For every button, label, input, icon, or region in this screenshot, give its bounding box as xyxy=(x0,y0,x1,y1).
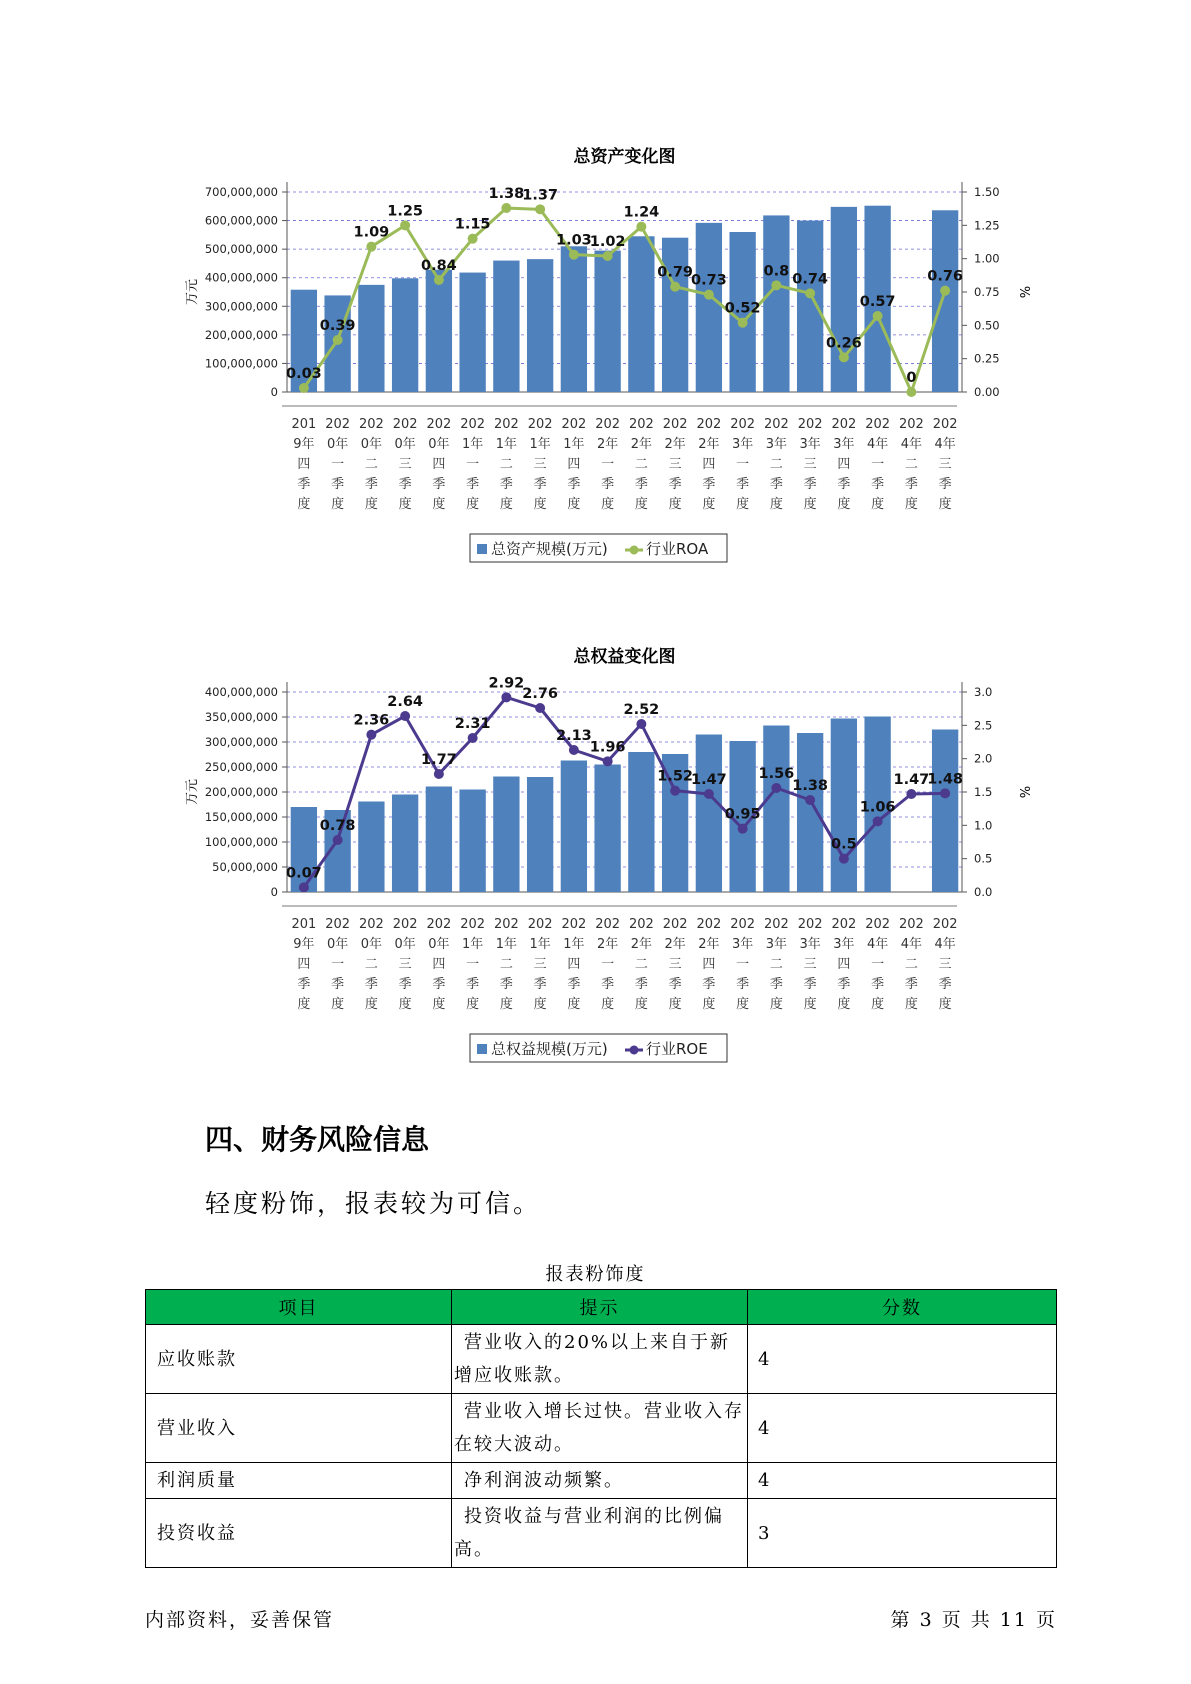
data-label: 0.84 xyxy=(420,258,457,274)
row-score: 4 xyxy=(748,1463,1057,1499)
row-score: 4 xyxy=(748,1325,1057,1394)
bar xyxy=(696,735,722,893)
x-tick-label: 202 0年四季度 xyxy=(426,417,452,512)
y-tick-label: 700,000,000 xyxy=(204,185,278,199)
x-tick-label: 202 1年二季度 xyxy=(493,917,519,1012)
y-tick-label: 350,000,000 xyxy=(204,710,278,724)
y-tick-label: 400,000,000 xyxy=(204,270,278,285)
line-point xyxy=(738,824,748,834)
y-tick-label: 0 xyxy=(270,385,278,399)
bar xyxy=(358,802,384,893)
x-tick-label: 202 0年二季度 xyxy=(358,417,384,512)
x-tick-label: 202 2年二季度 xyxy=(628,917,654,1012)
y-axis-title: 万元 xyxy=(185,278,200,306)
line-point xyxy=(603,251,613,261)
y2-tick-label: 0.25 xyxy=(974,351,1000,366)
data-label: 0.73 xyxy=(690,272,727,289)
data-label: 1.09 xyxy=(353,224,390,241)
table-row xyxy=(146,1463,1057,1499)
line-point xyxy=(839,352,849,362)
x-tick-label: 202 4年一季度 xyxy=(865,417,891,512)
bar xyxy=(561,761,587,893)
y-tick-label: 200,000,000 xyxy=(204,785,278,799)
x-tick-label: 202 4年三季度 xyxy=(932,417,958,512)
data-label: 1.25 xyxy=(387,203,424,220)
y-tick-label: 500,000,000 xyxy=(204,242,278,257)
y-tick-label: 0 xyxy=(270,885,278,899)
data-label: 0 xyxy=(906,370,917,386)
bar xyxy=(628,752,654,892)
data-label: 1.47 xyxy=(893,772,930,788)
bar xyxy=(527,777,553,892)
data-label: 2.36 xyxy=(353,712,390,729)
risk-table xyxy=(145,1289,1057,1568)
data-label: 1.77 xyxy=(420,752,457,768)
header-score: 分数 xyxy=(748,1290,1057,1325)
line-point xyxy=(771,280,781,290)
line-point xyxy=(400,220,410,230)
data-label: 1.56 xyxy=(758,766,795,782)
y2-tick-label: 1.5 xyxy=(974,785,993,799)
data-label: 1.37 xyxy=(522,187,559,204)
line-point xyxy=(299,882,309,892)
x-tick-label: 201 9年四季度 xyxy=(291,417,317,512)
data-label: 0.8 xyxy=(763,263,790,280)
y-axis-title: 万元 xyxy=(185,778,200,806)
risk-summary: 轻度粉饰，报表较为可信。 xyxy=(205,1189,542,1218)
bar xyxy=(459,273,485,392)
y-tick-label: 100,000,000 xyxy=(204,835,278,849)
data-label: 0.76 xyxy=(927,268,964,285)
line-point xyxy=(535,204,545,214)
line-point xyxy=(333,835,343,845)
row-item: 利润质量 xyxy=(146,1463,452,1499)
data-label: 0.39 xyxy=(319,318,356,334)
line-point xyxy=(434,275,444,285)
x-tick-label: 202 0年二季度 xyxy=(358,917,384,1012)
row-hint: 投资收益与营业利润的比例偏高。 xyxy=(452,1499,748,1568)
x-tick-label: 202 1年一季度 xyxy=(460,417,486,512)
data-label: 0.79 xyxy=(657,264,694,281)
total-assets-chart xyxy=(0,140,1191,600)
line-point xyxy=(940,286,950,296)
legend-line-marker xyxy=(630,1046,639,1055)
data-label: 0.26 xyxy=(825,335,862,352)
y2-tick-label: 0.50 xyxy=(974,318,1000,333)
row-item: 营业收入 xyxy=(146,1394,452,1463)
x-tick-label: 202 3年三季度 xyxy=(797,417,823,512)
footer-confidential: 内部资料，妥善保管 xyxy=(145,1609,335,1631)
data-label: 2.92 xyxy=(488,675,525,692)
line-point xyxy=(501,692,511,702)
x-tick-label: 202 1年四季度 xyxy=(561,417,587,512)
line-point xyxy=(940,788,950,798)
x-tick-label: 202 2年二季度 xyxy=(628,417,654,512)
data-label: 0.52 xyxy=(724,300,761,317)
line-point xyxy=(771,783,781,793)
header-hint: 提示 xyxy=(452,1290,748,1325)
row-hint: 营业收入的20%以上来自于新增应收账款。 xyxy=(452,1325,748,1394)
y2-tick-label: 1.25 xyxy=(974,218,1000,233)
bar xyxy=(392,278,418,392)
x-tick-label: 202 3年四季度 xyxy=(831,917,857,1012)
data-label: 2.76 xyxy=(522,686,559,702)
data-label: 1.06 xyxy=(859,799,896,816)
line-point xyxy=(468,733,478,743)
y2-tick-label: 0.00 xyxy=(974,385,1000,399)
x-tick-label: 202 4年一季度 xyxy=(865,917,891,1012)
line-point xyxy=(670,786,680,796)
bar xyxy=(932,730,958,893)
data-label: 1.48 xyxy=(927,771,964,788)
x-tick-label: 202 1年一季度 xyxy=(460,917,486,1012)
line-point xyxy=(805,288,815,298)
line-point xyxy=(366,242,376,252)
data-label: 2.31 xyxy=(454,716,491,732)
x-tick-label: 202 4年三季度 xyxy=(932,917,958,1012)
x-tick-label: 202 2年三季度 xyxy=(662,917,688,1012)
line-point xyxy=(839,854,849,864)
legend-line-marker xyxy=(630,546,639,555)
line-point xyxy=(873,816,883,826)
line-point xyxy=(569,745,579,755)
data-label: 1.38 xyxy=(792,778,829,794)
y2-tick-label: 0.75 xyxy=(974,285,1000,299)
data-label: 1.52 xyxy=(657,768,694,785)
bar xyxy=(628,236,654,392)
y-tick-label: 200,000,000 xyxy=(204,327,278,342)
chart-title: 总权益变化图 xyxy=(573,647,676,667)
legend-bar-swatch xyxy=(477,544,487,554)
chart-title: 总资产变化图 xyxy=(573,147,676,167)
y-tick-label: 300,000,000 xyxy=(204,299,278,314)
x-tick-label: 202 0年一季度 xyxy=(325,417,351,512)
line-point xyxy=(670,282,680,292)
data-label: 0.78 xyxy=(319,818,356,834)
row-hint: 营业收入增长过快。营业收入存在较大波动。 xyxy=(452,1394,748,1463)
data-label: 0.5 xyxy=(831,836,857,853)
legend-bar-swatch xyxy=(477,1044,487,1054)
line-point xyxy=(400,711,410,721)
x-tick-label: 202 2年一季度 xyxy=(595,417,621,512)
footer-page-number: 第 3 页 共 11 页 xyxy=(890,1609,1057,1631)
y2-axis-title: % xyxy=(1016,285,1031,299)
x-tick-label: 202 3年三季度 xyxy=(797,917,823,1012)
y-tick-label: 250,000,000 xyxy=(204,760,278,774)
data-label: 2.64 xyxy=(387,694,424,710)
x-tick-label: 202 0年一季度 xyxy=(325,917,351,1012)
bar xyxy=(459,790,485,893)
x-tick-label: 202 2年一季度 xyxy=(595,917,621,1012)
x-tick-label: 202 0年四季度 xyxy=(426,917,452,1012)
y-tick-label: 300,000,000 xyxy=(204,735,278,749)
row-item: 应收账款 xyxy=(146,1325,452,1394)
data-label: 1.96 xyxy=(589,739,626,756)
row-score: 4 xyxy=(748,1394,1057,1463)
bar xyxy=(932,210,958,392)
y-tick-label: 600,000,000 xyxy=(204,213,278,228)
line-point xyxy=(535,703,545,713)
legend-line-label: 行业ROA xyxy=(646,540,709,558)
table-row xyxy=(146,1499,1057,1568)
total-equity-chart-svg xyxy=(0,640,1191,1100)
bar xyxy=(594,251,620,392)
x-tick-label: 202 3年二季度 xyxy=(763,417,789,512)
line-point xyxy=(569,250,579,260)
y2-tick-label: 0.5 xyxy=(974,851,993,866)
bar xyxy=(426,270,452,392)
data-label: 1.38 xyxy=(488,186,525,202)
bar xyxy=(797,733,823,892)
bar xyxy=(797,221,823,392)
x-tick-label: 202 2年四季度 xyxy=(696,917,722,1012)
x-tick-label: 201 9年四季度 xyxy=(291,917,317,1012)
bar xyxy=(358,285,384,392)
y2-tick-label: 2.0 xyxy=(974,751,993,766)
line-point xyxy=(636,222,646,232)
x-tick-label: 202 3年四季度 xyxy=(831,417,857,512)
data-label: 0.74 xyxy=(792,271,829,288)
x-tick-label: 202 2年三季度 xyxy=(662,417,688,512)
x-tick-label: 202 1年三季度 xyxy=(527,417,553,512)
y2-tick-label: 0.0 xyxy=(974,885,993,899)
data-label: 1.47 xyxy=(690,772,727,788)
table-caption: 报表粉饰度 xyxy=(545,1264,646,1285)
y-tick-label: 150,000,000 xyxy=(204,810,278,824)
line-point xyxy=(333,335,343,345)
bar xyxy=(696,223,722,392)
x-tick-label: 202 3年一季度 xyxy=(730,917,756,1012)
bar xyxy=(662,238,688,392)
y2-tick-label: 1.50 xyxy=(974,185,1000,199)
x-tick-label: 202 4年二季度 xyxy=(898,917,924,1012)
table-row xyxy=(146,1394,1057,1463)
x-tick-label: 202 1年三季度 xyxy=(527,917,553,1012)
x-tick-label: 202 1年二季度 xyxy=(493,417,519,512)
data-label: 0.57 xyxy=(859,294,896,310)
table-row xyxy=(146,1325,1057,1394)
y2-tick-label: 1.00 xyxy=(974,251,1000,266)
line-point xyxy=(805,795,815,805)
bar xyxy=(763,726,789,893)
row-hint: 净利润波动频繁。 xyxy=(452,1463,748,1499)
line-point xyxy=(434,769,444,779)
bar xyxy=(561,246,587,392)
y-tick-label: 100,000,000 xyxy=(204,356,278,371)
bar xyxy=(493,261,519,392)
line-point xyxy=(366,730,376,740)
header-item: 项目 xyxy=(146,1290,452,1325)
line-point xyxy=(501,203,511,213)
legend-bar-label: 总权益规模(万元) xyxy=(491,1040,608,1058)
bar xyxy=(527,259,553,392)
bar xyxy=(426,787,452,893)
y-tick-label: 50,000,000 xyxy=(212,860,278,874)
bar xyxy=(831,207,857,392)
bar xyxy=(831,719,857,893)
data-label: 2.52 xyxy=(623,702,660,718)
y2-axis-title: % xyxy=(1016,785,1031,799)
data-label: 0.95 xyxy=(724,806,761,823)
x-tick-label: 202 0年三季度 xyxy=(392,417,418,512)
bar xyxy=(594,765,620,893)
line-point xyxy=(738,318,748,328)
line-point xyxy=(603,756,613,766)
data-label: 1.02 xyxy=(589,234,626,250)
bar xyxy=(392,795,418,893)
y-tick-label: 400,000,000 xyxy=(204,685,278,699)
line-point xyxy=(906,387,916,397)
legend-bar-label: 总资产规模(万元) xyxy=(491,540,608,558)
line-point xyxy=(468,234,478,244)
y2-tick-label: 3.0 xyxy=(974,685,993,699)
y2-tick-label: 2.5 xyxy=(974,718,993,733)
legend-line-label: 行业ROE xyxy=(646,1040,708,1058)
row-score: 3 xyxy=(748,1499,1057,1568)
data-label: 2.13 xyxy=(555,728,592,744)
x-tick-label: 202 4年二季度 xyxy=(898,417,924,512)
x-tick-label: 202 1年四季度 xyxy=(561,917,587,1012)
bar xyxy=(493,777,519,893)
data-label: 1.15 xyxy=(454,216,491,233)
x-tick-label: 202 3年二季度 xyxy=(763,917,789,1012)
x-tick-label: 202 0年三季度 xyxy=(392,917,418,1012)
line-point xyxy=(906,789,916,799)
line-point xyxy=(873,311,883,321)
y2-tick-label: 1.0 xyxy=(974,818,993,833)
data-label: 0.03 xyxy=(285,366,322,382)
section-heading: 四、财务风险信息 xyxy=(205,1123,430,1156)
row-item: 投资收益 xyxy=(146,1499,452,1568)
line-point xyxy=(704,789,714,799)
table-header-row xyxy=(146,1290,1057,1325)
total-assets-chart-svg xyxy=(0,140,1191,600)
x-tick-label: 202 3年一季度 xyxy=(730,417,756,512)
data-label: 1.03 xyxy=(555,232,592,249)
data-label: 0.07 xyxy=(285,865,322,882)
line-point xyxy=(704,290,714,300)
line-point xyxy=(636,719,646,729)
total-equity-chart xyxy=(0,640,1191,1100)
x-tick-label: 202 2年四季度 xyxy=(696,417,722,512)
data-label: 1.24 xyxy=(623,204,660,221)
bar xyxy=(763,215,789,392)
line-point xyxy=(299,383,309,393)
